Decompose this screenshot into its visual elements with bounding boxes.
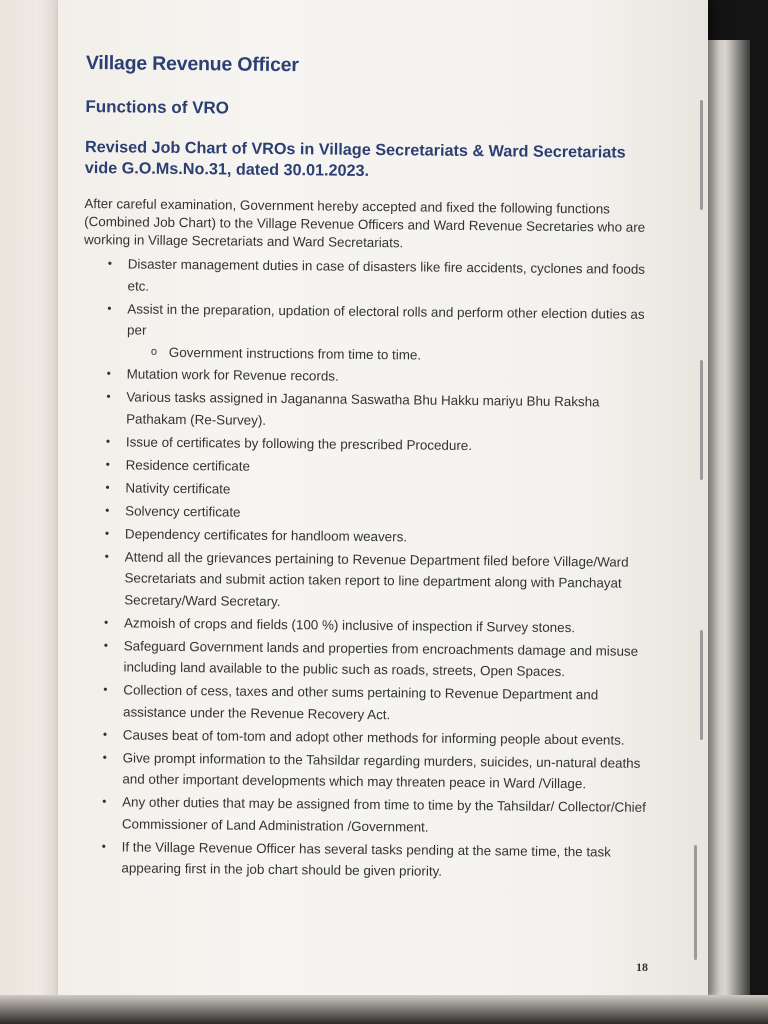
section-heading: Functions of VRO [85,96,230,118]
page-number: 18 [636,960,648,974]
list-item [106,386,662,435]
bullet-icon: • [102,749,107,764]
list-item-text: Nativity certificate [125,479,231,497]
bullet-icon: • [101,838,106,853]
job-chart-title-line1: Revised Job Chart of VROs in Village Secretariats & Ward Secretariats [84,137,626,162]
bullet-icon: • [102,794,107,809]
bullet-icon: • [103,682,108,697]
sub-list-item-text: Government instructions from time to time. [168,344,422,363]
list-item [104,546,661,616]
job-chart-title-line2: vide G.O.Ms.No.31, dated 30.01.2023. [84,158,370,180]
binding-mark [700,630,703,740]
list-item-text: Solvency certificate [125,502,241,520]
list-item-text: Mutation work for Revenue records. [126,366,339,384]
list-item-text: Dependency certificates for handloom weavers. [124,525,408,544]
list-item-text: Assist in the preparation, updation of electoral rolls and perform other election duties as per [127,300,645,338]
page-title: Village Revenue Officer [85,52,299,77]
job-chart-title [85,137,665,185]
list-item-text: Give prompt information to the Tahsildar regarding murders, suicides, un-natural deaths and other important developments which may threaten peace in Ward /Village. [122,749,641,792]
bullet-icon: • [105,433,111,448]
list-item [103,635,659,684]
bullet-icon: • [106,366,111,381]
list-item-text: Collection of cess, taxes and other sums pertaining to Revenue Department and assistance under the Revenue Recovery Act. [123,682,599,722]
list-item [107,253,663,302]
list-item-text: Safeguard Government lands and properties from encroachments damage and misuse including land available to the public such as roads, streets, Open Spaces. [123,637,639,680]
bullet-icon: • [105,479,110,494]
list-item [102,791,658,840]
list-item [101,836,657,885]
bullet-icon: • [106,389,111,404]
binding-mark [700,100,703,210]
bullet-icon: • [102,726,108,741]
list-item-text: Causes beat of tom-tom and adopt other methods for informing people about events. [122,726,625,748]
list-item [103,679,659,728]
bottom-page-edge [0,995,768,1024]
list-item-text: Residence certificate [125,456,251,474]
document-content [77,52,666,886]
bullet-icon: • [103,614,109,629]
list-item-text: Disaster management duties in case of disasters like fire accidents, cyclones and foods etc. [127,256,646,294]
duties-list [77,253,664,885]
bullet-icon: • [104,525,110,540]
list-item-text: Issue of certificates by following the prescribed Procedure. [125,433,473,453]
list-item [107,298,664,368]
list-item-text: If the Village Revenue Officer has several tasks pending at the same time, the task appearing first in the job chart should be given priority. [121,838,612,879]
circle-bullet-icon: o [150,345,158,358]
list-item-text: Any other duties that may be assigned from time to time by the Tahsildar/ Collector/Chief Commissioner of Land Administration /Government. [121,794,646,835]
list-item [102,747,658,796]
list-item-text: Attend all the grievances pertaining to Revenue Department filed before Village/Ward Secretariats and submit action taken report to line department along with Panchayat Secretary/Ward Secretary. [124,548,629,609]
binding-mark [700,360,703,480]
binding-mark [694,845,697,960]
bullet-icon: • [105,456,110,471]
left-page-edge [0,0,62,1024]
list-item-text: Various tasks assigned in Jagananna Saswatha Bhu Hakku mariyu Bhu Raksha Pathakam (Re-Survey). [126,389,600,428]
intro-paragraph: After careful examination, Government hereby accepted and fixed the following functions (Combined Job Chart) to the Village Revenue Officers and Ward Revenue Secretaries who are working in Village Secretariats and Ward Secretariats. [83,195,646,251]
bullet-icon: • [105,502,110,517]
list-item-text: Azmoish of crops and fields (100 %) inclusive of inspection if Survey stones. [123,614,576,635]
bullet-icon: • [104,548,110,563]
bullet-icon: • [107,256,113,271]
bullet-icon: • [107,300,112,315]
bullet-icon: • [103,637,109,652]
